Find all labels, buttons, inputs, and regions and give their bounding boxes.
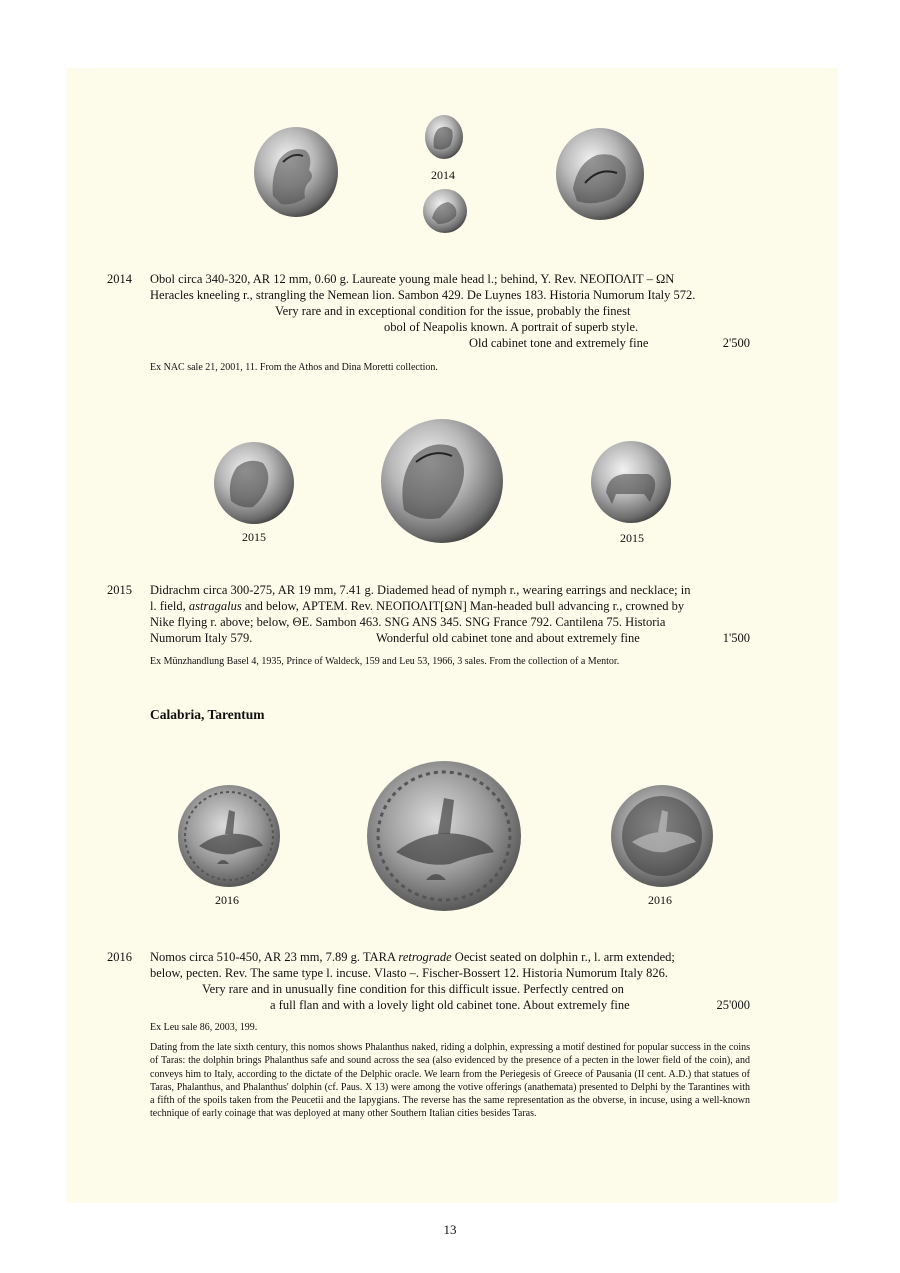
lot-2014-provenance: Ex NAC sale 21, 2001, 11. From the Athos and Dina Moretti collection. (150, 362, 438, 373)
coin-2014-obverse-enlarged (253, 126, 339, 218)
lot-2015-line-4: Numorum Italy 579. (150, 631, 253, 645)
lot-2016-line-1-b: Oecist seated on dolphin r., l. arm extended; (451, 950, 675, 964)
lot-2016-retrograde: retrograde (398, 950, 452, 964)
lot-2016-price: 25'000 (716, 998, 750, 1012)
lot-number-2016: 2016 (107, 950, 132, 964)
lot-2014-price: 2'500 (722, 336, 750, 350)
lot-2015-line-2-b: and below, ΑΡΤΕΜ. Rev. ΝΕΟΠΟΛΙΤ[ΩΝ] Man-headed bull advancing r., crowned by (241, 599, 685, 613)
coin-2016-reverse (610, 784, 714, 888)
coin-2014-obverse (424, 114, 464, 160)
coin-2015-obverse (213, 441, 295, 525)
lot-number-2015: 2015 (107, 583, 132, 597)
lot-2016-line-4: a full flan and with a lovely light old cabinet tone. About extremely fine (270, 998, 630, 1012)
lot-2014-line-2: Heracles kneeling r., strangling the Nemean lion. Sambon 429. De Luynes 183. Historia Numorum Italy 572. (150, 288, 696, 302)
image-label-2015-left: 2015 (242, 530, 266, 544)
lot-2014-line-4: obol of Neapolis known. A portrait of superb style. (384, 320, 639, 334)
lot-2016-line-3: Very rare and in unusually fine condition for this difficult issue. Perfectly centred on (202, 982, 624, 996)
lot-2016-provenance: Ex Leu sale 86, 2003, 199. (150, 1022, 258, 1033)
lot-2016-line-1-a: Nomos circa 510-450, AR 23 mm, 7.89 g. TARA (150, 950, 399, 964)
lot-2014-line-5: Old cabinet tone and extremely fine (469, 336, 649, 350)
lot-2015-line-5: Wonderful old cabinet tone and about extremely fine (376, 631, 640, 645)
lot-2015-price: 1'500 (722, 631, 750, 645)
coin-2014-reverse (422, 188, 468, 234)
lot-number-2014: 2014 (107, 272, 132, 286)
coin-2016-obverse (177, 784, 281, 888)
coin-2016-obverse-enlarged (366, 760, 522, 912)
lot-2014-line-1: Obol circa 340-320, AR 12 mm, 0.60 g. Laureate young male head l.; behind, Y. Rev. ΝΕΟΠΟΛΙΤ – ΩΝ (150, 272, 675, 286)
image-label-2016-left: 2016 (215, 893, 239, 907)
lot-2014-line-3: Very rare and in exceptional condition for the issue, probably the finest (275, 304, 631, 318)
lot-2015-astragalus: astragalus (188, 599, 242, 613)
image-label-2015-right: 2015 (620, 531, 644, 545)
image-label-2014: 2014 (431, 168, 455, 182)
coin-2014-reverse-enlarged (555, 127, 645, 221)
lot-2015-line-2 (150, 599, 684, 614)
lot-2015-line-1: Didrachm circa 300-275, AR 19 mm, 7.41 g. Diademed head of nymph r., wearing earrings and necklace; in (150, 583, 691, 597)
section-heading: Calabria, Tarentum (150, 707, 265, 722)
lot-2015-provenance: Ex Münzhandlung Basel 4, 1935, Prince of Waldeck, 159 and Leu 53, 1966, 3 sales. From the collection of a Mentor. (150, 656, 620, 667)
lot-2016-line-2: below, pecten. Rev. The same type l. incuse. Vlasto –. Fischer-Bossert 12. Historia Numorum Italy 826. (150, 966, 669, 980)
coin-2015-reverse (590, 440, 672, 524)
page-number: 13 (443, 1222, 457, 1237)
lot-2016-line-1 (150, 950, 675, 965)
lot-2015-line-3: Nike flying r. above; below, ΘΕ. Sambon 463. SNG ANS 345. SNG France 792. Cantilena 75. Historia (150, 615, 666, 629)
coin-2015-obverse-enlarged (380, 418, 504, 544)
lot-2016-commentary: Dating from the late sixth century, this nomos shows Phalanthus naked, riding a dolphin, expressing a motif destined for popular success in the coins of Taras: the dolphin brings Phalanthus safe and sound across the sea (also evidenced by the presence of a pecten in the lower field of the coin), and conveys him to Italy, according to the dictate of the Delphic oracle. We learn from the Periegesis of Greece of Pausania (II cent. A.D.) that statues of Taras, Phalanthus, and Phalanthus' dolphin (cf. Paus. X 13) were among the votive offerings (anathemata) presented to Delphi by the Tarantines with a fifth of the spoils taken from the Peucetii and the Iapygians. The reverse has the same representation as the obverse, in incuse, using a well-known technique of early coinage that was deployed at many other Southern Italian cities besides Taras. (150, 1042, 750, 1120)
image-label-2016-right: 2016 (648, 893, 672, 907)
lot-2015-line-2-a: l. field, (150, 599, 189, 613)
